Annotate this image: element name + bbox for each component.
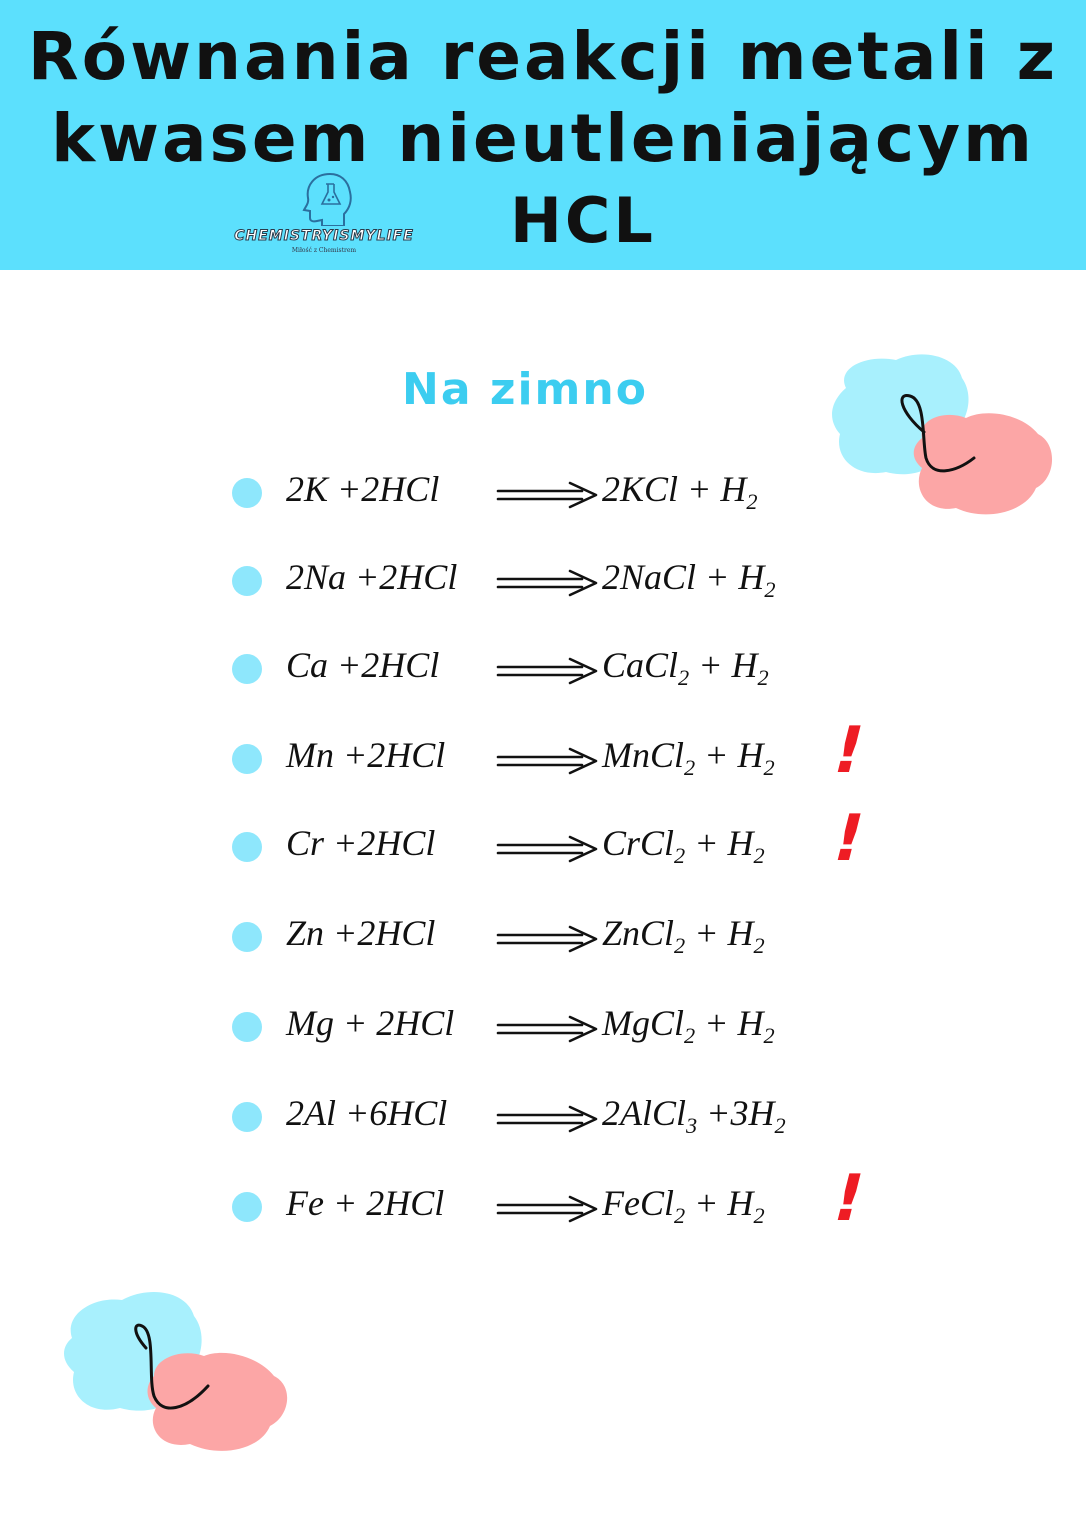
- title-line-2: kwasem nieutleniającym: [51, 100, 1035, 177]
- reaction-row: [230, 550, 870, 610]
- reaction-products: ZnCl$_2$ + $H_2$: [602, 913, 765, 959]
- header-banner: [0, 0, 1086, 270]
- reaction-reactants: Zn +2HCl: [286, 913, 436, 953]
- warning-exclamation-icon: !: [824, 714, 873, 788]
- bullet-dot: [232, 566, 262, 596]
- reaction-products: MgCl$_2$ + $H_2$: [602, 1003, 775, 1049]
- warning-exclamation-icon: !: [824, 802, 873, 876]
- bullet-dot: [232, 478, 262, 508]
- reaction-reactants: Mn +2HCl: [286, 735, 446, 775]
- reaction-arrow-icon: [496, 1014, 600, 1044]
- reaction-reactants: 2Al +6HCl: [286, 1093, 448, 1133]
- reaction-row: [230, 1086, 870, 1146]
- reaction-arrow-icon: [496, 568, 600, 598]
- reaction-row: [230, 802, 873, 876]
- bullet-dot: [232, 922, 262, 952]
- reaction-reactants: Mg + 2HCl: [286, 1003, 455, 1043]
- logo-name: CHEMISTRYISMYLIFE: [234, 228, 414, 244]
- bullet-dot: [232, 832, 262, 862]
- reaction-products: MnCl$_2$ + $H_2$: [602, 735, 775, 781]
- reaction-products: CaCl$_2$ + $H_2$: [602, 645, 769, 691]
- reaction-reactants: Fe + 2HCl: [286, 1183, 445, 1223]
- reaction-reactants: Ca +2HCl: [286, 645, 440, 685]
- bullet-dot: [232, 1012, 262, 1042]
- bullet-dot: [232, 654, 262, 684]
- reaction-arrow-icon: [496, 1194, 600, 1224]
- reaction-arrow-icon: [496, 834, 600, 864]
- warning-exclamation-icon: !: [824, 1162, 873, 1236]
- reaction-row: [230, 1162, 873, 1236]
- reaction-products: 2AlCl$_3$ $+3H_2$: [602, 1093, 786, 1139]
- head-flask-icon: [300, 170, 354, 226]
- reaction-products: 2NaCl + $H_2$: [602, 557, 776, 603]
- title-line-3: HCL: [510, 184, 656, 257]
- brand-logo: [216, 170, 432, 260]
- section-subtitle: Na zimno: [402, 364, 648, 415]
- reaction-products: FeCl$_2$ + $H_2$: [602, 1183, 765, 1229]
- title-line-1: Równania reakcji metali z: [27, 18, 1059, 95]
- bullet-dot: [232, 1102, 262, 1132]
- reaction-reactants: 2K +2HCl: [286, 469, 440, 509]
- bullet-dot: [232, 744, 262, 774]
- reaction-reactants: Cr +2HCl: [286, 823, 436, 863]
- reaction-row: [230, 714, 873, 788]
- logo-tagline: Miłość z Chemistrem: [291, 247, 357, 254]
- reaction-products: $2KCl + H_2$: [602, 469, 758, 515]
- reaction-row: [230, 462, 870, 522]
- reaction-arrow-icon: [496, 1104, 600, 1134]
- reaction-reactants: 2Na +2HCl: [286, 557, 458, 597]
- bullet-dot: [232, 1192, 262, 1222]
- reaction-products: CrCl$_2$ + $H_2$: [602, 823, 765, 869]
- reaction-row: [230, 906, 870, 966]
- reaction-arrow-icon: [496, 480, 600, 510]
- reaction-arrow-icon: [496, 924, 600, 954]
- reaction-row: [230, 996, 870, 1056]
- reaction-arrow-icon: [496, 746, 600, 776]
- reaction-arrow-icon: [496, 656, 600, 686]
- decorative-blob-bottom-left: [58, 1286, 294, 1462]
- reaction-row: [230, 638, 870, 698]
